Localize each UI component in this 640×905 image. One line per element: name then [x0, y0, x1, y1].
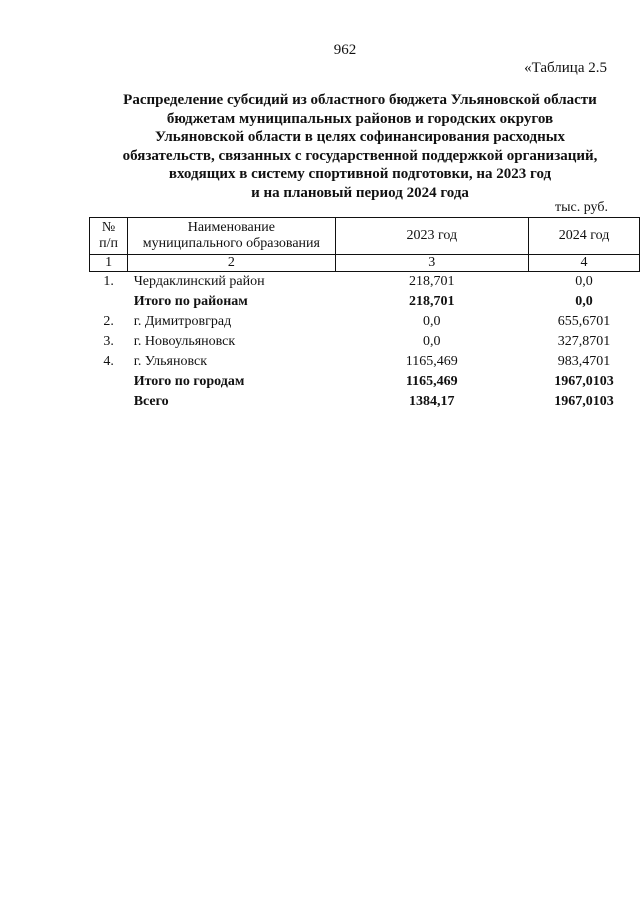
row-2023: 1165,469 [405, 354, 458, 369]
row-num: 3. [103, 334, 114, 349]
row-2024: 655,6701 [557, 314, 611, 329]
row-name: Итого по районам [133, 294, 248, 309]
row-2023: 1165,469 [405, 374, 458, 389]
table-header-row [90, 218, 640, 255]
title-line: входящих в систему спортивной подготовки, на 2023 год [168, 166, 552, 182]
row-name: Итого по городам [133, 374, 245, 389]
units-label: тыс. руб. [555, 200, 608, 215]
document-title [90, 91, 630, 202]
row-2023: 0,0 [423, 314, 441, 329]
column-number-row [90, 255, 640, 272]
column-number: 2 [128, 255, 335, 272]
title-line: Распределение субсидий из областного бюджета Ульяновской области [123, 92, 597, 108]
subsidy-table [89, 217, 640, 412]
column-number: 1 [90, 255, 128, 272]
row-2023: 0,0 [423, 334, 441, 349]
header-num [90, 218, 128, 255]
row-num: 4. [103, 354, 114, 369]
row-name: Всего [133, 394, 169, 409]
title-line: Ульяновской области в целях софинансирования расходных [155, 129, 565, 145]
row-2023: 218,701 [409, 274, 455, 289]
row-num [90, 392, 128, 412]
row-num [90, 292, 128, 312]
row-2024: 0,0 [575, 274, 593, 289]
table-row-subtotal [90, 372, 640, 392]
title-line: бюджетам муниципальных районов и городских округов [166, 110, 554, 127]
row-name: г. Новоульяновск [133, 334, 236, 349]
row-2024: 1967,0103 [554, 394, 614, 409]
table-row [90, 272, 640, 293]
header-num-line1: № [101, 220, 116, 235]
table-row-total [90, 392, 640, 412]
table-row [90, 352, 640, 372]
header-num-line2: п/п [99, 236, 119, 251]
row-num: 2. [103, 314, 114, 329]
table-row-subtotal [90, 292, 640, 312]
header-2024: 2024 год [529, 218, 640, 255]
column-number: 4 [529, 255, 640, 272]
header-2023: 2023 год [335, 218, 529, 255]
title-line: обязательств, связанных с государственной поддержкой организаций, [122, 147, 598, 164]
table-row [90, 332, 640, 352]
title-line: и на плановый период 2024 года [251, 184, 469, 201]
row-name: г. Ульяновск [133, 354, 208, 369]
row-num: 1. [103, 274, 114, 289]
page-number: 962 [333, 42, 357, 58]
row-2023: 218,701 [409, 294, 455, 309]
table-row [90, 312, 640, 332]
table-reference: «Таблица 2.5 [524, 60, 607, 76]
row-2024: 1967,0103 [554, 374, 614, 389]
header-name-line2: муниципального образования [142, 236, 320, 251]
row-num [90, 372, 128, 392]
row-name: г. Димитровград [133, 314, 232, 329]
header-name [128, 218, 335, 255]
row-2024: 983,4701 [557, 354, 611, 369]
row-name: Чердаклинский район [133, 274, 265, 289]
row-2024: 327,8701 [557, 334, 611, 349]
row-2024: 0,0 [575, 294, 593, 309]
row-2023: 1384,17 [409, 394, 455, 409]
header-name-line1: Наименование [187, 220, 275, 235]
column-number: 3 [335, 255, 529, 272]
